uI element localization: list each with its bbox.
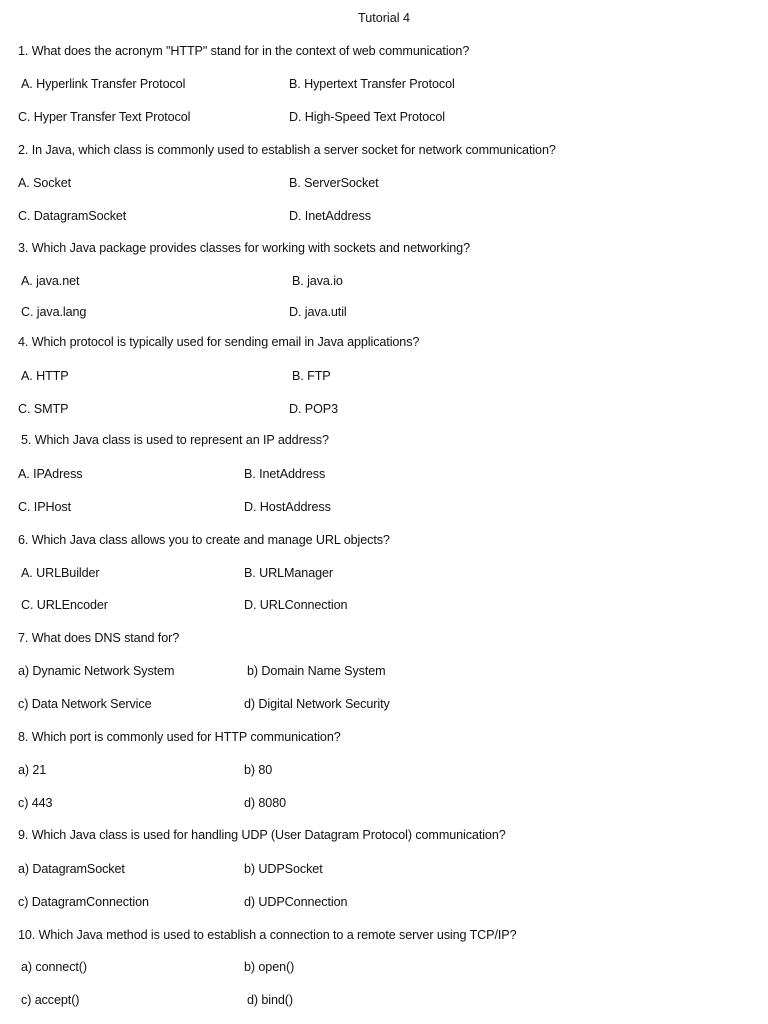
question-5-option-b: B. InetAddress	[244, 467, 326, 481]
question-7-option-c: c) Data Network Service	[18, 697, 152, 711]
question-4-option-b: B. FTP	[292, 369, 331, 383]
question-6-option-c: C. URLEncoder	[21, 598, 108, 612]
question-2-option-c: C. DatagramSocket	[18, 209, 127, 223]
question-3-option-c: C. java.lang	[21, 305, 87, 319]
question-1-option-b: B. Hypertext Transfer Protocol	[289, 77, 455, 91]
question-10-option-c: c) accept()	[21, 993, 80, 1007]
question-3-option-a: A. java.net	[21, 274, 80, 288]
question-5-prompt: 5. Which Java class is used to represent an IP address?	[21, 433, 329, 447]
question-8-option-a: a) 21	[18, 763, 47, 777]
question-7-option-a: a) Dynamic Network System	[18, 664, 175, 678]
question-4-option-c: C. SMTP	[18, 402, 69, 416]
question-9-option-c: c) DatagramConnection	[18, 895, 149, 909]
question-7-option-b: b) Domain Name System	[247, 664, 386, 678]
question-3-option-b: B. java.io	[292, 274, 343, 288]
question-4-option-d: D. POP3	[289, 402, 338, 416]
question-1-option-c: C. Hyper Transfer Text Protocol	[18, 110, 191, 124]
question-10-option-a: a) connect()	[21, 960, 87, 974]
question-6-option-b: B. URLManager	[244, 566, 333, 580]
question-5-option-a: A. IPAdress	[18, 467, 83, 481]
question-1-prompt: 1. What does the acronym "HTTP" stand for in the context of web communication?	[18, 44, 470, 58]
question-1-option-a: A. Hyperlink Transfer Protocol	[21, 77, 186, 91]
question-9-option-b: b) UDPSocket	[244, 862, 323, 876]
question-7-prompt: 7. What does DNS stand for?	[18, 631, 180, 645]
question-10-prompt: 10. Which Java method is used to establish a connection to a remote server using TCP/IP?	[18, 928, 517, 942]
question-9-prompt: 9. Which Java class is used for handling UDP (User Datagram Protocol) communication?	[18, 828, 506, 842]
question-3-option-d: D. java.util	[289, 305, 347, 319]
question-10-option-b: b) open()	[244, 960, 295, 974]
question-8-option-b: b) 80	[244, 763, 273, 777]
question-6-option-a: A. URLBuilder	[21, 566, 100, 580]
document-title: Tutorial 4	[357, 11, 411, 25]
question-8-prompt: 8. Which port is commonly used for HTTP communication?	[18, 730, 341, 744]
question-5-option-c: C. IPHost	[18, 500, 71, 514]
question-7-option-d: d) Digital Network Security	[244, 697, 390, 711]
question-6-option-d: D. URLConnection	[244, 598, 348, 612]
question-4-prompt: 4. Which protocol is typically used for sending email in Java applications?	[18, 335, 420, 349]
question-10-option-d: d) bind()	[247, 993, 293, 1007]
question-3-prompt: 3. Which Java package provides classes for working with sockets and networking?	[18, 241, 470, 255]
question-9-option-a: a) DatagramSocket	[18, 862, 125, 876]
question-8-option-c: c) 443	[18, 796, 53, 810]
question-9-option-d: d) UDPConnection	[244, 895, 348, 909]
question-2-option-b: B. ServerSocket	[289, 176, 379, 190]
question-2-prompt: 2. In Java, which class is commonly used to establish a server socket for network communication?	[18, 143, 556, 157]
question-2-option-a: A. Socket	[18, 176, 71, 190]
question-4-option-a: A. HTTP	[21, 369, 69, 383]
question-2-option-d: D. InetAddress	[289, 209, 371, 223]
question-5-option-d: D. HostAddress	[244, 500, 331, 514]
question-1-option-d: D. High-Speed Text Protocol	[289, 110, 445, 124]
question-6-prompt: 6. Which Java class allows you to create and manage URL objects?	[18, 533, 390, 547]
question-8-option-d: d) 8080	[244, 796, 287, 810]
